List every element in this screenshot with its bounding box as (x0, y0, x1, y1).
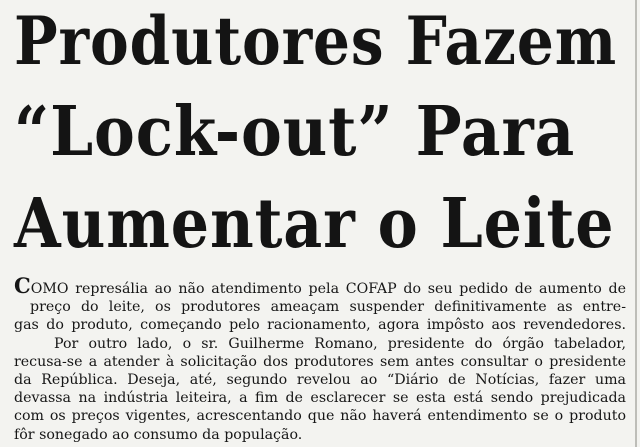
column-rule (635, 0, 637, 447)
article-line: com os preços vigentes, acrescentando que não haverá entendimento se o produto (14, 408, 626, 425)
article-line: Por outro lado, o sr. Guilherme Romano, presidente do órgão tabelador, (54, 335, 626, 352)
drop-cap: C (14, 273, 31, 298)
headline-line-2: “Lock-out” Para (14, 92, 576, 172)
article-line: COMO represália ao não atendimento pela COFAP do seu pedido de aumento de (14, 273, 626, 298)
article-line: preço do leite, os produtores ameaçam suspender definitivamente as entre- (30, 299, 626, 316)
headline-line-3: Aumentar o Leite (14, 184, 615, 264)
article-line: da República. Deseja, até, segundo revelou ao “Diário de Notícias, fazer uma (14, 372, 626, 389)
article-line: recusa-se a atender à solicitação dos produtores sem antes consultar o presidente (14, 353, 626, 370)
article-line: fôr sonegado ao consumo da população. (14, 426, 303, 443)
headline-line-1: Produtores Fazem (14, 2, 618, 80)
article-body (14, 273, 626, 444)
article-line: gas do produto, começando pelo racionamento, agora impôsto aos revendedores. (14, 317, 626, 334)
article-line: devassa na indústria leiteira, a fim de esclarecer se esta está sendo prejudicada (14, 390, 626, 407)
